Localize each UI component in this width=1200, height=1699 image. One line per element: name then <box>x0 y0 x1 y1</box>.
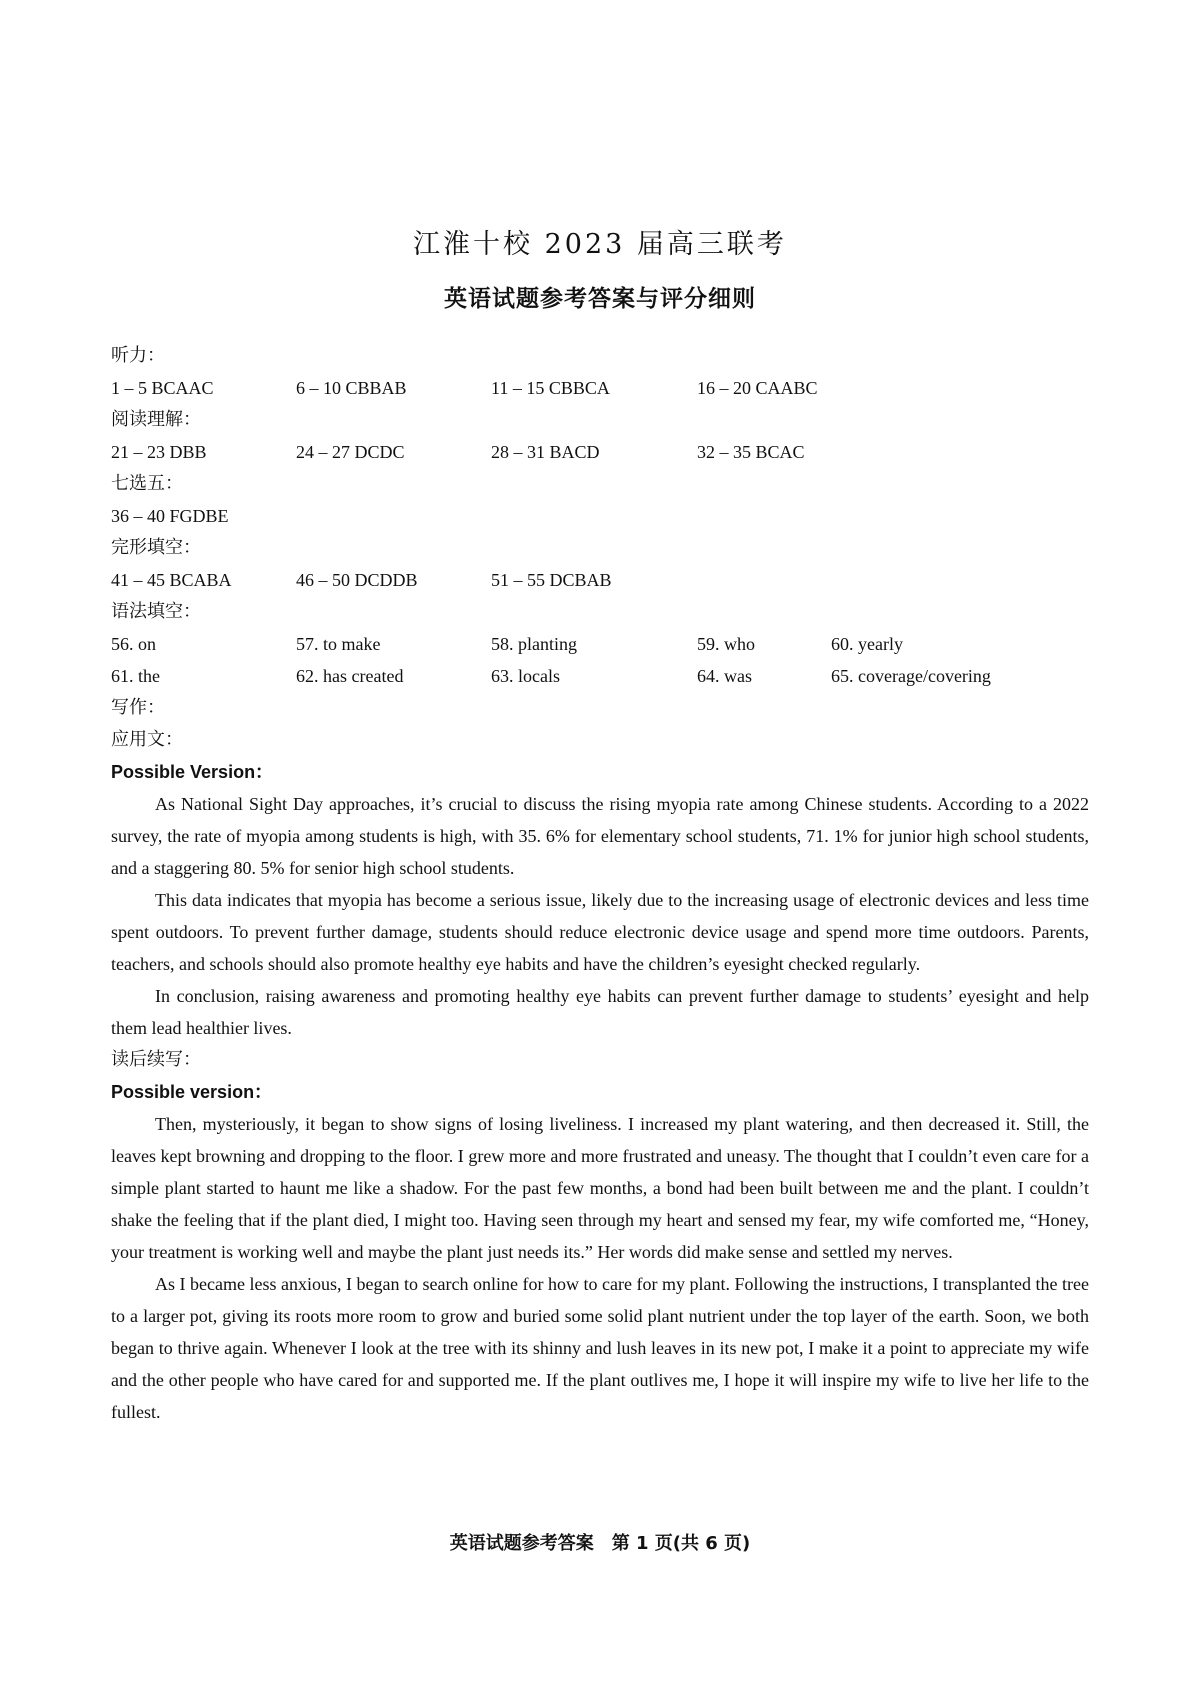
answer-item: 59. who <box>697 634 755 654</box>
answer-item: 56. on <box>111 634 156 654</box>
page-title: 江淮十校 2023 届高三联考 <box>413 229 787 260</box>
section-label-reading: 阅读理解： <box>111 409 201 430</box>
answer-item: 60. yearly <box>831 634 903 654</box>
answer-group: 6 – 10 CBBAB <box>296 378 407 398</box>
answer-row-seven-five <box>111 500 1089 532</box>
section-label-writing: 写作： <box>111 697 165 718</box>
answer-item: 62. has created <box>296 666 404 686</box>
essay-paragraph: As National Sight Day approaches, it’s crucial to discuss the rising myopia rate among Chinese students. According to a 2022 survey, the rate of myopia among students is high, with 35. 6% for elementary school students, 71. 1% for junior high school students, and a staggering 80. 5% for senior high school students. <box>111 794 1089 878</box>
answer-row-reading <box>111 436 1089 468</box>
answer-item: 63. locals <box>491 666 560 686</box>
section-label-listening: 听力： <box>111 345 165 366</box>
essay-paragraph: Then, mysteriously, it began to show signs of losing liveliness. I increased my plant watering, and then decreased it. Still, the leaves kept browning and dropping to the floor. I grew more and more frustrated and uneasy. The thought that I couldn’t even care for a simple plant started to haunt me like a shadow. For the past few months, a bond had been built between me and the plant. I couldn’t shake the feeling that if the plant died, I might too. Having seen through my heart and sensed my fear, my wife comforted me, “Honey, your treatment is working well and maybe the plant just needs its.” Her words did make sense and settled my nerves. <box>111 1114 1089 1262</box>
essay-paragraph: This data indicates that myopia has become a serious issue, likely due to the increasing usage of electronic devices and less time spent outdoors. To prevent further damage, students should reduce electronic device usage and spend more time outdoors. Parents, teachers, and schools should also promote healthy eye habits and have the children’s eyesight checked regularly. <box>111 890 1089 974</box>
answer-item: 58. planting <box>491 634 577 654</box>
answer-item: 65. coverage/covering <box>831 666 991 686</box>
answer-group: 46 – 50 DCDDB <box>296 570 418 590</box>
answer-item: 57. to make <box>296 634 381 654</box>
answer-group: 32 – 35 BCAC <box>697 442 805 462</box>
page-subtitle: 英语试题参考答案与评分细则 <box>444 286 756 312</box>
answer-group: 51 – 55 DCBAB <box>491 570 612 590</box>
answer-group: 21 – 23 DBB <box>111 442 207 462</box>
answer-item: 61. the <box>111 666 160 686</box>
essay-paragraph: As I became less anxious, I began to search online for how to care for my plant. Following the instructions, I transplanted the tree to a larger pot, giving its roots more room to grow and buried some solid plant nutrient under the top layer of the earth. Soon, we both began to thrive again. Whenever I look at the tree with its shinny and lush leaves in its new pot, I make it a point to appreciate my wife and the other people who have cared for and supported me. If the plant outlives me, I hope it will inspire my wife to live her life to the fullest. <box>111 1274 1089 1422</box>
possible-version-label: Possible Version： <box>111 762 274 782</box>
section-label-cloze: 完形填空： <box>111 537 201 558</box>
answer-row-cloze <box>111 564 1089 596</box>
answer-group: 41 – 45 BCABA <box>111 570 232 590</box>
answer-row-grammar-2 <box>111 660 1089 692</box>
page-footer: 英语试题参考答案 第 1 页(共 6 页) <box>449 1533 751 1554</box>
answer-group: 28 – 31 BACD <box>491 442 600 462</box>
answer-group: 24 – 27 DCDC <box>296 442 405 462</box>
answer-row-listening <box>111 372 1089 404</box>
section-label-applied-writing: 应用文： <box>111 729 183 750</box>
answer-row-grammar-1 <box>111 628 1089 660</box>
answer-group: 36 – 40 FGDBE <box>111 506 229 526</box>
answer-group: 11 – 15 CBBCA <box>491 378 610 398</box>
answer-group: 16 – 20 CAABC <box>697 378 818 398</box>
section-label-continuation-writing: 读后续写： <box>111 1049 201 1070</box>
answer-group: 1 – 5 BCAAC <box>111 378 214 398</box>
possible-version-label: Possible version： <box>111 1082 273 1102</box>
answer-content <box>111 340 1089 1428</box>
essay-paragraph: In conclusion, raising awareness and promoting healthy eye habits can prevent further damage to students’ eyesight and help them lead healthier lives. <box>111 986 1089 1038</box>
answer-item: 64. was <box>697 666 752 686</box>
section-label-grammar: 语法填空： <box>111 601 201 622</box>
section-label-seven-five: 七选五： <box>111 473 183 494</box>
